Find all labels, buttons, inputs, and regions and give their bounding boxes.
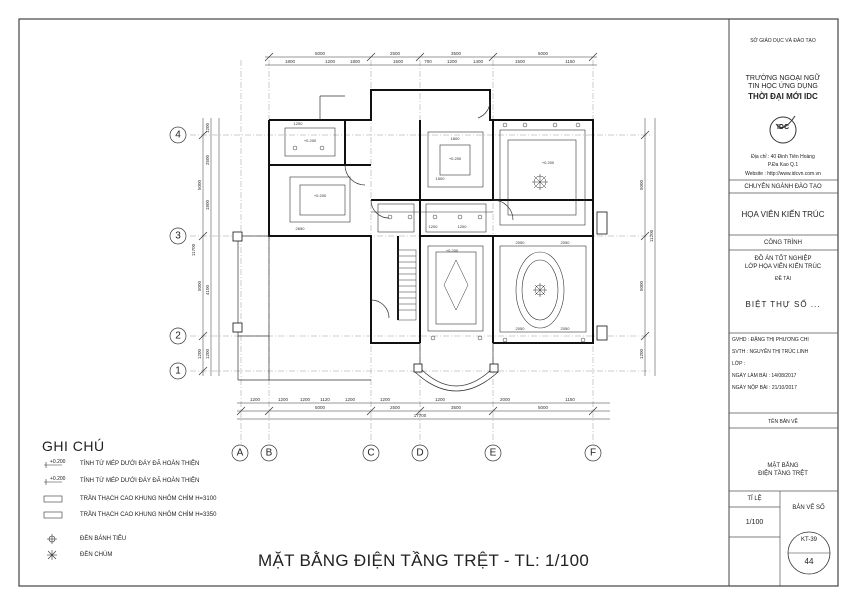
- ceiling-box-icon: [42, 495, 70, 503]
- dim-left-inner-1: 1200: [205, 122, 210, 134]
- legend-level-1: +0.200: [50, 459, 66, 465]
- grid-row-1: 1: [175, 365, 181, 377]
- dim-top-inner-3: 1800: [349, 59, 361, 64]
- dim-left-outer-2: 1200: [197, 348, 202, 360]
- room-elev-1: +0.200: [303, 138, 317, 143]
- tb-project-line2: LỚP HỌA VIÊN KIẾN TRÚC: [744, 264, 822, 270]
- dim-top-inner-9: 1150: [565, 59, 575, 64]
- tb-lop: LỚP :: [732, 361, 746, 367]
- legend-item-ceiling-1: [42, 494, 216, 504]
- chandelier-icon: [42, 551, 70, 559]
- ceiling-box-icon: [42, 511, 70, 519]
- dim-top-outer-1: 5000: [314, 51, 326, 56]
- tb-sheet-name-line2: ĐIỆN TẦNG TRỆT: [758, 471, 808, 477]
- tb-ngay-lam: NGÀY LÀM BÀI : 14/08/2017: [732, 373, 797, 379]
- legend-text-6: ĐÈN CHÙM: [80, 552, 113, 558]
- tb-project-label: CÔNG TRÌNH: [764, 240, 802, 246]
- tb-sheet-number: 44: [804, 557, 814, 566]
- grid-col-f: F: [589, 447, 597, 459]
- legend-level-2: +0.200: [50, 476, 66, 482]
- level-mark-icon: [42, 477, 70, 485]
- tb-svth: SVTH : NGUYỄN THỊ TRÚC LINH: [732, 349, 809, 355]
- dim-top-outer-2: 2500: [389, 51, 401, 56]
- legend-item-downlight: [42, 534, 126, 544]
- room-dim-mid-1: 2050: [515, 240, 525, 245]
- dim-bottom-inner-4: 1120: [320, 397, 330, 402]
- dim-right-outer-2: 5000: [639, 280, 644, 292]
- tb-ngay-nop: NGÀY NỘP BÀI : 21/10/2017: [732, 385, 797, 391]
- legend-text-5: ĐÈN BÁNH TIÊU: [80, 536, 127, 542]
- room-dim-c-2: 1200: [457, 224, 467, 229]
- dim-left-inner-3: 1800: [205, 199, 210, 211]
- dim-bottom-outer-1: 5000: [314, 405, 326, 410]
- chandelier-icon: [444, 174, 548, 310]
- tb-logo-text: IDC: [776, 124, 790, 131]
- grid-row-3: 3: [175, 230, 181, 242]
- dimension-ticks: [199, 53, 649, 415]
- room-elev-3: +0.200: [448, 156, 462, 161]
- dim-bottom-outer-3: 3500: [450, 405, 462, 410]
- tb-website: Website : http://www.idcvn.com.vn: [745, 171, 821, 177]
- tb-scale-label: TỈ LỆ: [747, 496, 762, 502]
- dim-top-inner-7: 1400: [472, 59, 484, 64]
- dim-bottom-inner-5: 1200: [344, 397, 356, 402]
- room-dim-a: 1500: [435, 176, 445, 181]
- tb-school-line2: TIN HỌC ỨNG DỤNG: [748, 83, 818, 90]
- downlight-icon: [42, 535, 70, 543]
- downlight-icon: [293, 123, 585, 342]
- dim-top-inner-1: 1800: [284, 59, 296, 64]
- dim-top-inner-6: 1200: [446, 59, 458, 64]
- dim-bottom-inner-1: 1200: [249, 397, 261, 402]
- dim-left-inner-5: 1200: [205, 348, 210, 360]
- tb-topic-value: BIỆT THỰ SỐ ...: [745, 300, 821, 309]
- dim-bottom-inner-6: 1200: [379, 397, 391, 402]
- room-dim-c-1: 1200: [428, 224, 438, 229]
- dim-bottom-inner-2: 1200: [277, 397, 289, 402]
- tb-scale-value: 1/100: [745, 519, 764, 526]
- stairs: [398, 250, 416, 320]
- tb-major-label: CHUYÊN NGÀNH ĐÀO TẠO: [744, 184, 822, 190]
- legend-item-level-1: [42, 459, 199, 469]
- room-dim-d: 2650: [295, 226, 305, 231]
- grid-col-d: D: [416, 447, 424, 459]
- dim-top-inner-2: 1200: [324, 59, 336, 64]
- legend-text-4: TRẦN THẠCH CAO KHUNG NHÔM CHÌM H=3350: [80, 512, 217, 518]
- dim-bottom-inner-8: 2000: [499, 397, 511, 402]
- room-elev-5: +0.200: [445, 248, 459, 253]
- dim-right-outer-1: 5000: [639, 179, 644, 191]
- tb-school-name: THỜI ĐẠI MỚI IDC: [748, 92, 818, 101]
- grid-row-2: 2: [175, 330, 181, 342]
- ceiling-frames: [285, 128, 586, 332]
- dim-left-outer-1: 5000: [197, 179, 202, 191]
- tb-address-line1: Địa chỉ : 40 Đinh Tiên Hoàng: [751, 154, 815, 160]
- room-dim-b: 1800: [450, 136, 460, 141]
- dim-top-outer-3: 3500: [450, 51, 462, 56]
- grid-col-b: B: [265, 447, 273, 459]
- dim-left-inner-4: 4100: [205, 284, 210, 296]
- legend-item-level-2: [42, 476, 199, 486]
- dim-bottom-inner-3: 1200: [299, 397, 311, 402]
- legend-text-1: TÍNH TỪ MÉP DƯỚI ĐÁY ĐÃ HOÀN THIỆN: [80, 461, 200, 467]
- tb-sheet-name-line1: MẶT BẰNG: [767, 463, 799, 469]
- room-dim-mid-2: 2050: [560, 240, 570, 245]
- dim-bottom-outer-4: 5000: [537, 405, 549, 410]
- legend-text-2: TÍNH TỪ MÉP DƯỚI ĐÁY ĐÃ HOÀN THIỆN: [80, 478, 200, 484]
- room-elev-2: +0.200: [313, 193, 327, 198]
- room-dim-mid-3: 2050: [515, 326, 525, 331]
- level-mark-icon: [42, 460, 70, 468]
- terrace: [238, 96, 513, 391]
- dim-bottom-outer-2: 2500: [389, 405, 401, 410]
- drawing-title: MẶT BẰNG ĐIỆN TẦNG TRỆT - TL: 1/100: [258, 551, 590, 570]
- dim-top-inner-8: 1500: [514, 59, 526, 64]
- dim-left-total: 11700: [191, 243, 196, 257]
- grid-col-e: E: [489, 447, 497, 459]
- dim-bottom-total: 17700: [413, 413, 427, 418]
- tb-gvhd: GVHD : ĐẶNG THỊ PHƯƠNG CHI: [732, 337, 809, 343]
- legend-title: GHI CHÚ: [42, 438, 105, 454]
- dim-left-outer-3: 5000: [197, 280, 202, 292]
- dim-bottom-inner-7: 1200: [434, 397, 446, 402]
- grid-row-4: 4: [175, 129, 181, 141]
- room-dim-small-1: 1250: [293, 121, 303, 126]
- tb-project-line1: ĐỒ ÁN TỐT NGHIỆP: [754, 256, 812, 262]
- dim-top-inner-4: 1500: [392, 59, 404, 64]
- tb-sheet-code: KT-39: [800, 537, 817, 543]
- legend-item-chandelier: [42, 550, 112, 560]
- tb-school-line1: TRƯỜNG NGOẠI NGỮ: [745, 75, 821, 82]
- tb-sheet-name-label: TÊN BẢN VẼ: [768, 419, 798, 425]
- tb-major-value: HỌA VIÊN KIẾN TRÚC: [741, 210, 825, 219]
- dimension-lines: [203, 57, 655, 419]
- tb-ministry: SỞ GIÁO DỤC VÀ ĐÀO TẠO: [750, 38, 816, 44]
- dim-top-outer-4: 5000: [537, 51, 549, 56]
- title-block: [729, 20, 837, 587]
- dim-right-total: 11200: [649, 229, 654, 243]
- tb-sheet-no-label: BẢN VẼ SỐ: [792, 505, 825, 511]
- tb-address-line2: P.Đa Kao Q.1: [767, 162, 799, 168]
- grid-col-c: C: [367, 447, 375, 459]
- dim-bottom-inner-9: 1150: [565, 397, 575, 402]
- dim-top-inner-5: 700: [424, 59, 432, 64]
- grid-col-a: A: [236, 447, 244, 459]
- dim-left-inner-2: 2500: [205, 154, 210, 166]
- legend-text-3: TRẦN THẠCH CAO KHUNG NHÔM CHÌM H=3100: [80, 496, 217, 502]
- dim-right-outer-3: 1200: [639, 348, 644, 360]
- room-elev-4: +0.200: [541, 160, 555, 165]
- room-dim-mid-4: 2050: [560, 326, 570, 331]
- legend-item-ceiling-2: [42, 510, 216, 520]
- tb-topic-label: ĐỀ TÀI: [774, 276, 792, 282]
